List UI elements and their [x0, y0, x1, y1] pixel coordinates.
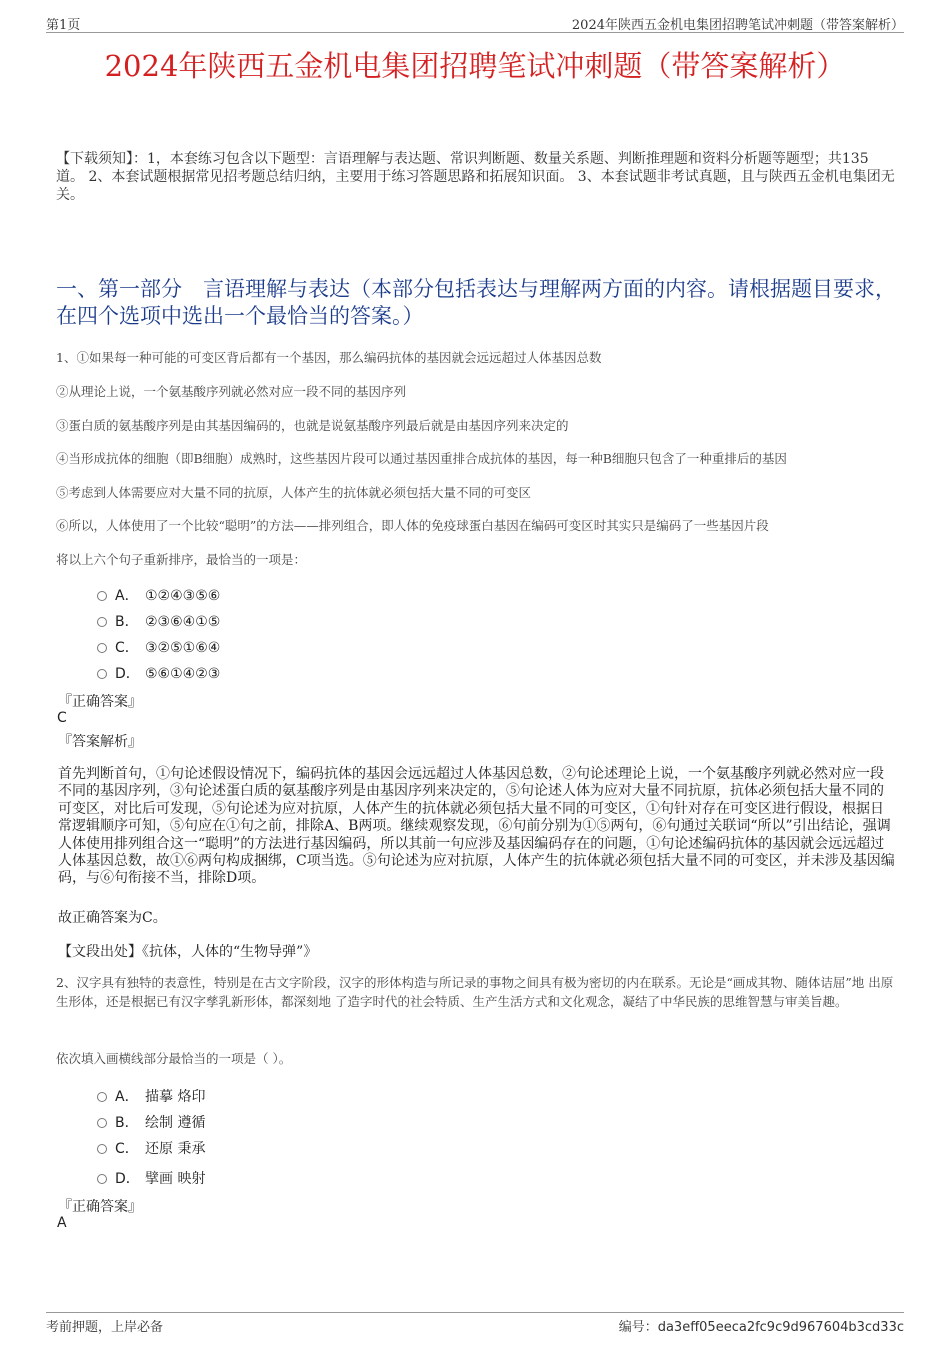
q1-option-a[interactable]: A． ①②④③⑤⑥	[97, 585, 220, 605]
footer-divider	[46, 1312, 904, 1313]
page-number: 第1页	[46, 18, 81, 33]
q2-option-b[interactable]: B． 绘制 遵循	[97, 1112, 205, 1132]
q1-analysis-label: 『答案解析』	[58, 734, 142, 750]
running-header-title: 2024年陕西五金机电集团招聘笔试冲刺题（带答案解析）	[571, 18, 904, 33]
q1-sentence-2: ②从理论上说，一个氨基酸序列就必然对应一段不同的基因序列	[56, 384, 407, 399]
q1-answer: C	[57, 710, 67, 726]
radio-icon[interactable]	[97, 1092, 107, 1102]
section-heading: 一、第一部分 言语理解与表达（本部分包括表达与理解两方面的内容。请根据题目要求，在四个选项中选出一个最恰当的答案。）	[56, 277, 896, 328]
radio-icon[interactable]	[97, 643, 107, 653]
radio-icon[interactable]	[97, 1118, 107, 1128]
document-title: 2024年陕西五金机电集团招聘笔试冲刺题（带答案解析）	[104, 49, 846, 83]
q1-source: 【文段出处】《抗体，人体的“生物导弹”》	[58, 944, 318, 960]
radio-icon[interactable]	[97, 617, 107, 627]
q2-option-d[interactable]: D． 擘画 映射	[97, 1168, 205, 1188]
q1-sentence-4: ④当形成抗体的细胞（即B细胞）成熟时，这些基因片段可以通过基因重排合成抗体的基因，每一种B细胞只包含了一种重排后的基因	[56, 451, 787, 466]
q1-prompt: 将以上六个句子重新排序，最恰当的一项是：	[56, 552, 307, 567]
q1-option-c[interactable]: C． ③②⑤①⑥④	[97, 637, 220, 657]
q2-option-a[interactable]: A． 描摹 烙印	[97, 1086, 205, 1106]
q1-sentence-3: ③蛋白质的氨基酸序列是由其基因编码的，也就是说氨基酸序列最后就是由基因序列来决定的	[56, 418, 569, 433]
radio-icon[interactable]	[97, 1144, 107, 1154]
radio-icon[interactable]	[97, 591, 107, 601]
download-notice: 【下载须知】：1，本套练习包含以下题型：言语理解与表达题、常识判断题、数量关系题、判断推理题和资料分析题等题型；共135道。 2、本套试题根据常见招考题总结归纳，主要用于练习答题思路和拓展知识面。 3、本套试题非考试真题，且与陕西五金机电集团无关。	[56, 151, 895, 203]
q2-answer: A	[57, 1215, 67, 1231]
radio-icon[interactable]	[97, 1174, 107, 1184]
q2-prompt: 依次填入画横线部分最恰当的一项是（ ）。	[56, 1051, 292, 1066]
q2-option-c[interactable]: C． 还原 秉承	[97, 1138, 205, 1158]
radio-icon[interactable]	[97, 669, 107, 679]
q2-answer-label: 『正确答案』	[58, 1199, 142, 1215]
q2-stem: 2、汉字具有独特的表意性，特别是在古文字阶段，汉字的形体构造与所记录的事物之间具有极为密切的内在联系。无论是“画成其物、随体诘屈”地 出原生形体，还是根据已有汉字孳乳新形体，都深刻地 了造字时代的社会特质、生产生活方式和文化观念，凝结了中华民族的思维智慧与审美旨趣。	[56, 975, 894, 1009]
footer-slogan: 考前押题，上岸必备	[46, 1320, 164, 1335]
document-code: 编号：da3eff05eeca2fc9c9d967604b3cd33c	[618, 1320, 904, 1335]
q1-conclusion: 故正确答案为C。	[58, 910, 167, 926]
q1-analysis-text: 首先判断首句，①句论述假设情况下，编码抗体的基因会远远超过人体基因总数，②句论述理论上说，一个氨基酸序列就必然对应一段不同的基因序列，③句论述蛋白质的氨基酸序列是由基因序列来决定的，⑤句论述人体为应对大量不同抗原，抗体必须包括大量不同的可变区，对比后可发现，⑤句论述为应对抗原，人体产生的抗体就必须包括大量不同的可变区，①句针对存在可变区进行假设，根据日常逻辑顺序可知，⑤句应在①句之前，排除A、B两项。继续观察发现，⑥句前分别为①⑤两句，⑥句通过关联词“所以”引出结论，强调人体使用排列组合这一“聪明”的方法进行基因编码，所以其前一句应涉及基因编码存在的问题，①句论述编码抗体的基因就会远远超过人体基因总数，故①⑥两句构成捆绑，C项当选。⑤句论述为应对抗原，人体产生的抗体就必须包括大量不同的可变区，并未涉及基因编码，与⑥句衔接不当，排除D项。	[58, 766, 895, 887]
header-divider	[46, 32, 904, 33]
q1-option-b[interactable]: B． ②③⑥④①⑤	[97, 611, 220, 631]
q1-option-d[interactable]: D． ⑤⑥①④②③	[97, 663, 220, 683]
q1-answer-label: 『正确答案』	[58, 694, 142, 710]
q1-sentence-6: ⑥所以，人体使用了一个比较“聪明”的方法——排列组合，即人体的免疫球蛋白基因在编码可变区时其实只是编码了一些基因片段	[56, 518, 769, 533]
q1-sentence-1: 1、①如果每一种可能的可变区背后都有一个基因，那么编码抗体的基因就会远远超过人体基因总数	[56, 350, 602, 365]
q1-sentence-5: ⑤考虑到人体需要应对大量不同的抗原，人体产生的抗体就必须包括大量不同的可变区	[56, 485, 532, 500]
